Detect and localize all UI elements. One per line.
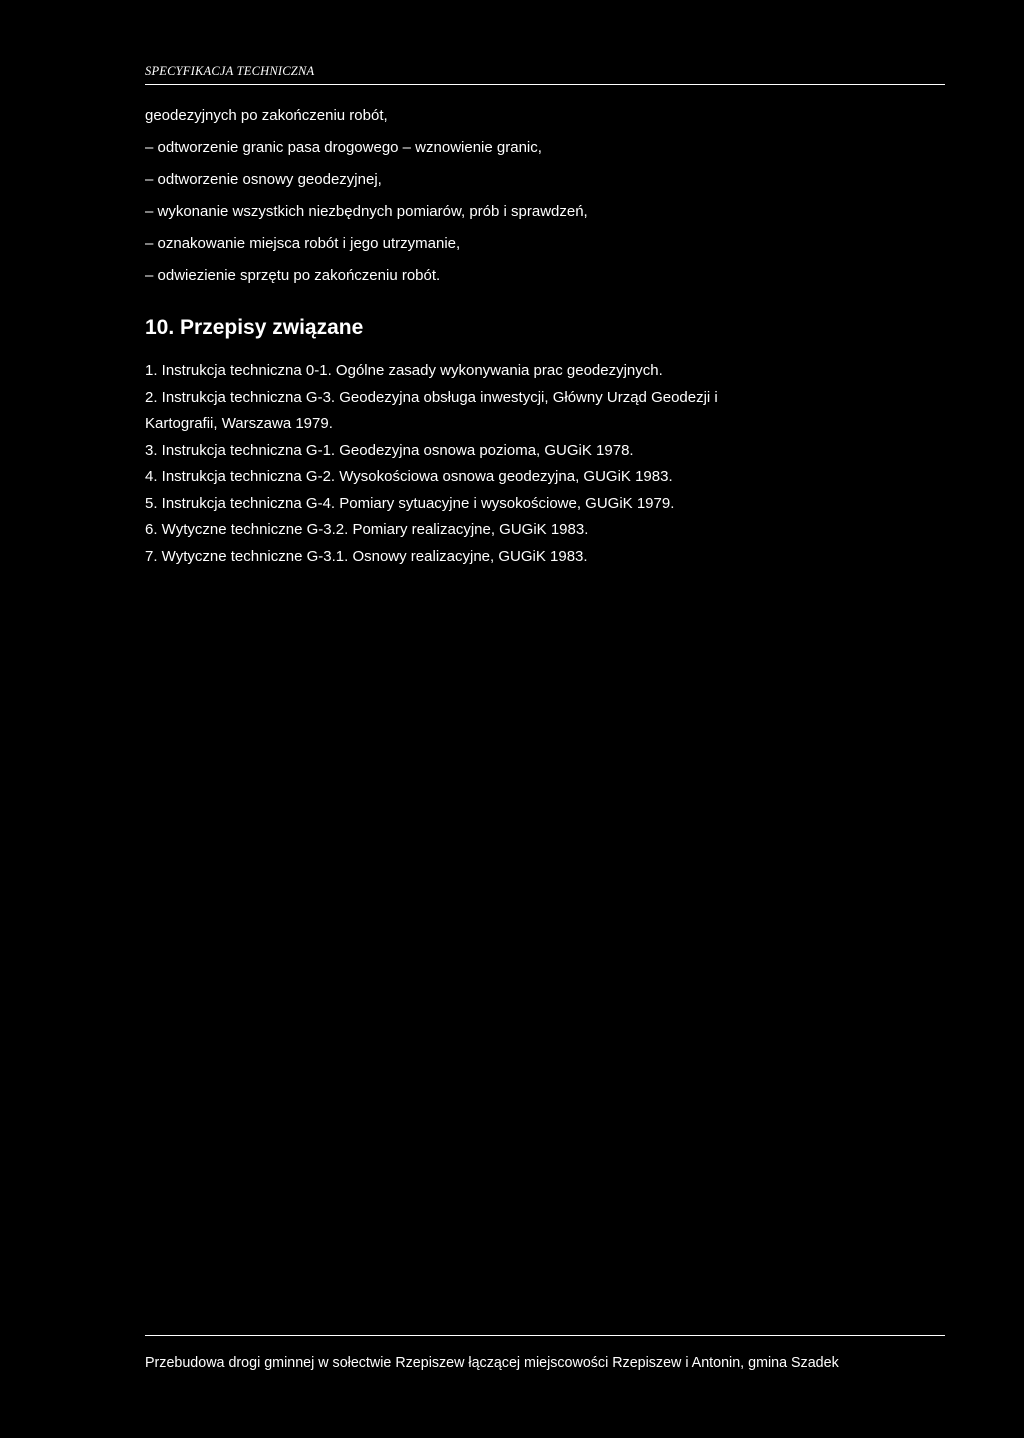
reference-item: 5. Instrukcja techniczna G-4. Pomiary sytuacyjne i wysokościowe, GUGiK 1979. — [145, 494, 675, 512]
page-header: SPECYFIKACJA TECHNICZNA — [145, 64, 315, 78]
reference-item: 7. Wytyczne techniczne G-3.1. Osnowy realizacyjne, GUGiK 1983. — [145, 547, 588, 565]
body-line: – wykonanie wszystkich niezbędnych pomiarów, prób i sprawdzeń, — [145, 203, 588, 220]
body-line: – odwiezienie sprzętu po zakończeniu robót. — [145, 267, 441, 284]
footer-divider — [145, 1335, 945, 1336]
references-list — [145, 358, 718, 570]
body-line: – odtworzenie granic pasa drogowego – wznowienie granic, — [145, 139, 542, 156]
reference-item: Kartografii, Warszawa 1979. — [145, 415, 333, 432]
reference-item: 2. Instrukcja techniczna G-3. Geodezyjna obsługa inwestycji, Główny Urząd Geodezji i — [145, 388, 718, 406]
page-footer: Przebudowa drogi gminnej w sołectwie Rzepiszew łączącej miejscowości Rzepiszew i Antonin, gmina Szadek — [145, 1355, 839, 1371]
body-text — [145, 100, 588, 292]
body-line: – odtworzenie osnowy geodezyjnej, — [145, 171, 382, 188]
body-line: – oznakowanie miejsca robót i jego utrzymanie, — [145, 235, 461, 252]
reference-item: 4. Instrukcja techniczna G-2. Wysokościowa osnowa geodezyjna, GUGiK 1983. — [145, 468, 673, 485]
reference-item: 3. Instrukcja techniczna G-1. Geodezyjna osnowa pozioma, GUGiK 1978. — [145, 441, 634, 459]
reference-item: 6. Wytyczne techniczne G-3.2. Pomiary realizacyjne, GUGiK 1983. — [145, 521, 589, 538]
reference-item: 1. Instrukcja techniczna 0-1. Ogólne zasady wykonywania prac geodezyjnych. — [145, 362, 663, 379]
section-heading: 10. Przepisy związane — [145, 316, 364, 339]
body-line: geodezyjnych po zakończeniu robót, — [145, 107, 388, 124]
header-divider — [145, 84, 945, 85]
